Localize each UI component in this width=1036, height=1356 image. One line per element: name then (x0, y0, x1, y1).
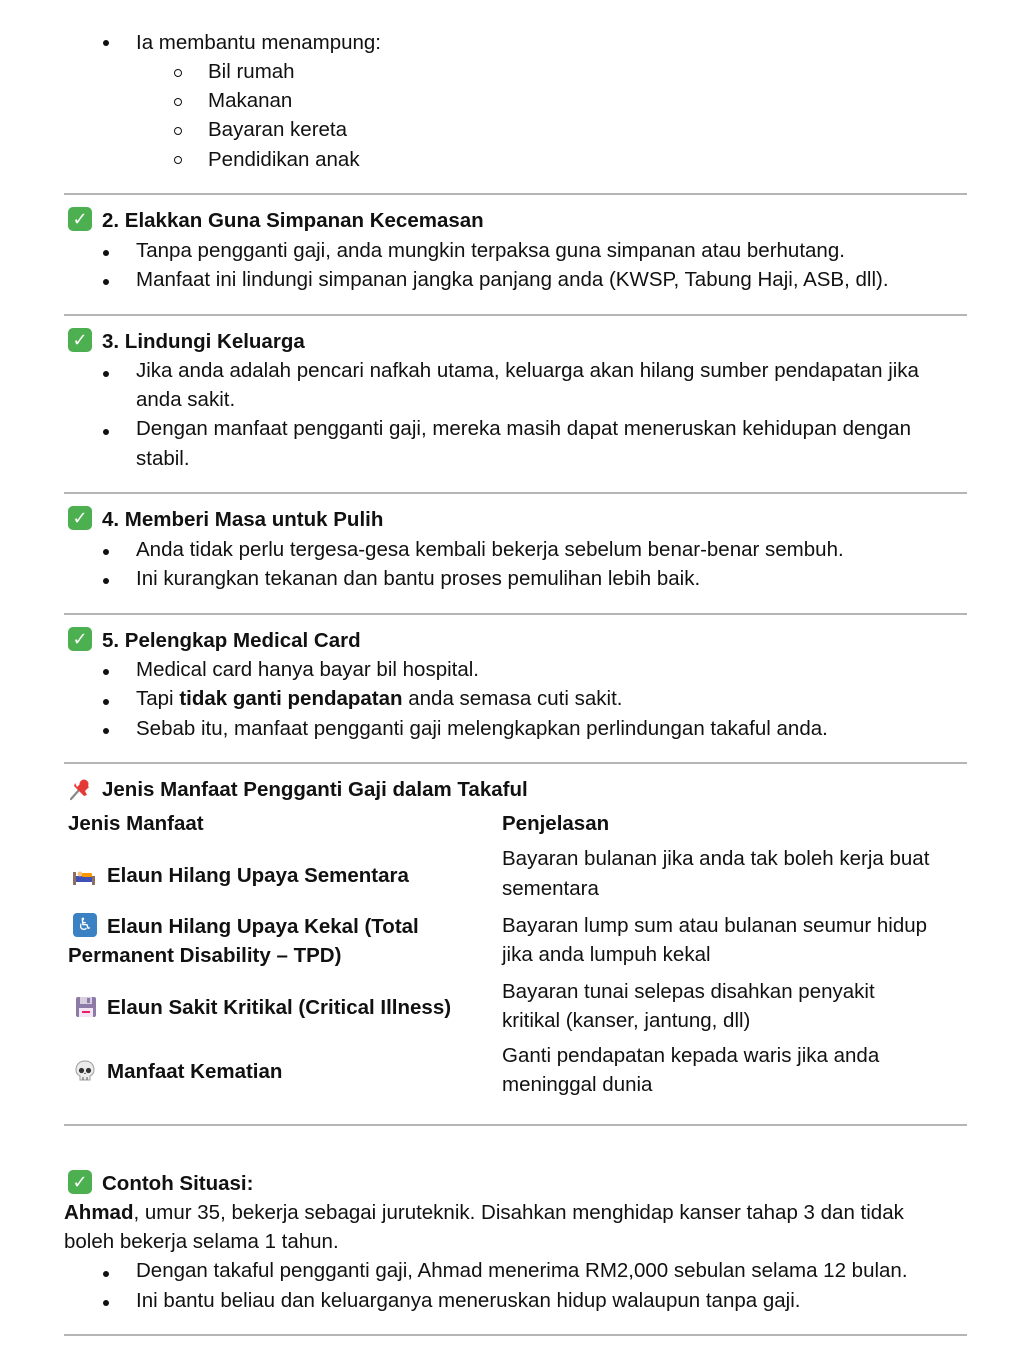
bullet (103, 279, 109, 285)
intro-item: Pendidikan anak (208, 148, 360, 171)
section-heading: 2. Elakkan Guna Simpanan Kecemasan (102, 209, 484, 232)
check-mark-icon: ✓ (68, 328, 92, 352)
benefit-name: Permanent Disability – TPD) (68, 944, 342, 967)
benefit-description: Bayaran lump sum atau bulanan seumur hidup (502, 914, 928, 937)
section-bullet-text: Dengan manfaat pengganti gaji, mereka masih dapat meneruskan kehidupan dengan (136, 417, 911, 440)
benefit-description: Bayaran tunai selepas disahkan penyakit (502, 980, 875, 1003)
benefit-description: kritikal (kanser, jantung, dll) (502, 1009, 751, 1032)
bullet (103, 1271, 109, 1277)
bullet (103, 250, 109, 256)
bullet (103, 40, 109, 46)
bullet (103, 728, 109, 734)
section-bullet-text: Tanpa pengganti gaji, anda mungkin terpaksa guna simpanan atau berhutang. (136, 239, 845, 262)
intro-item: Bayaran kereta (208, 118, 348, 141)
section-bullet-text: Ini kurangkan tekanan dan bantu proses pemulihan lebih baik. (136, 567, 701, 590)
bullet (103, 578, 109, 584)
section-bullet-text: anda sakit. (136, 388, 236, 411)
section-bullet-text: Medical card hanya bayar bil hospital. (136, 658, 479, 681)
bullet (103, 371, 109, 377)
divider (64, 1124, 967, 1126)
sub-bullet (174, 69, 182, 77)
section-heading: 3. Lindungi Keluarga (102, 330, 305, 353)
divider (64, 1334, 967, 1336)
bullet (103, 669, 109, 675)
benefit-name: Manfaat Kematian (107, 1060, 283, 1083)
check-mark-icon: ✓ (68, 1170, 92, 1194)
bed-icon (72, 864, 96, 888)
check-mark-icon: ✓ (68, 627, 92, 651)
example-text (64, 1198, 904, 1227)
divider (64, 314, 967, 316)
benefit-name: Elaun Sakit Kritikal (Critical Illness) (107, 996, 452, 1019)
skull-icon (73, 1059, 97, 1083)
example-bullet-text: Dengan takaful pengganti gaji, Ahmad menerima RM2,000 sebulan selama 12 bulan. (136, 1259, 908, 1282)
benefit-name: Elaun Hilang Upaya Kekal (Total (107, 915, 419, 938)
table-header-explanation: Penjelasan (502, 812, 610, 835)
wheelchair-icon: ♿ (73, 913, 97, 937)
section-bullet-text: Sebab itu, manfaat pengganti gaji melengkapkan perlindungan takaful anda. (136, 717, 828, 740)
intro-item: Bil rumah (208, 60, 295, 83)
example-heading: Contoh Situasi: (102, 1172, 254, 1195)
pushpin-icon (67, 776, 93, 802)
benefit-description: jika anda lumpuh kekal (502, 943, 711, 966)
section-bullet-text: Manfaat ini lindungi simpanan jangka panjang anda (KWSP, Tabung Haji, ASB, dll). (136, 268, 889, 291)
divider (64, 492, 967, 494)
table-title: Jenis Manfaat Pengganti Gaji dalam Takaful (102, 778, 528, 801)
section-bullet-text (136, 684, 622, 713)
benefit-description: meninggal dunia (502, 1073, 653, 1096)
section-bullet-text: Jika anda adalah pencari nafkah utama, keluarga akan hilang sumber pendapatan jika (136, 359, 919, 382)
sub-bullet (174, 156, 182, 164)
text-span: anda semasa cuti sakit. (402, 687, 623, 710)
benefit-description: sementara (502, 877, 599, 900)
sub-bullet (174, 98, 182, 106)
check-mark-icon: ✓ (68, 207, 92, 231)
text-span: , umur 35, bekerja sebagai juruteknik. Disahkan menghidap kanser tahap 3 dan tidak (133, 1201, 904, 1224)
check-mark-icon: ✓ (68, 506, 92, 530)
table-header-benefit: Jenis Manfaat (68, 812, 204, 835)
benefit-description: Ganti pendapatan kepada waris jika anda (502, 1044, 880, 1067)
floppy-disk-icon (74, 995, 98, 1019)
example-bullet-text: Ini bantu beliau dan keluarganya meneruskan hidup walaupun tanpa gaji. (136, 1289, 801, 1312)
example-person-name: Ahmad (64, 1201, 134, 1224)
bullet (103, 699, 109, 705)
sub-bullet (174, 127, 182, 135)
bullet (103, 1300, 109, 1306)
bold-text: tidak ganti pendapatan (179, 687, 403, 710)
divider (64, 193, 967, 195)
intro-lead: Ia membantu menampung: (136, 31, 381, 54)
benefit-description: Bayaran bulanan jika anda tak boleh kerja buat (502, 847, 930, 870)
intro-item: Makanan (208, 89, 293, 112)
section-heading: 4. Memberi Masa untuk Pulih (102, 508, 384, 531)
benefit-name: Elaun Hilang Upaya Sementara (107, 864, 409, 887)
section-bullet-text: Anda tidak perlu tergesa-gesa kembali bekerja sebelum benar-benar sembuh. (136, 538, 844, 561)
divider (64, 613, 967, 615)
section-heading: 5. Pelengkap Medical Card (102, 629, 361, 652)
bullet (103, 549, 109, 555)
text-span: Tapi (136, 687, 180, 710)
bullet (103, 429, 109, 435)
divider (64, 762, 967, 764)
example-text: boleh bekerja selama 1 tahun. (64, 1230, 339, 1253)
section-bullet-text: stabil. (136, 447, 190, 470)
